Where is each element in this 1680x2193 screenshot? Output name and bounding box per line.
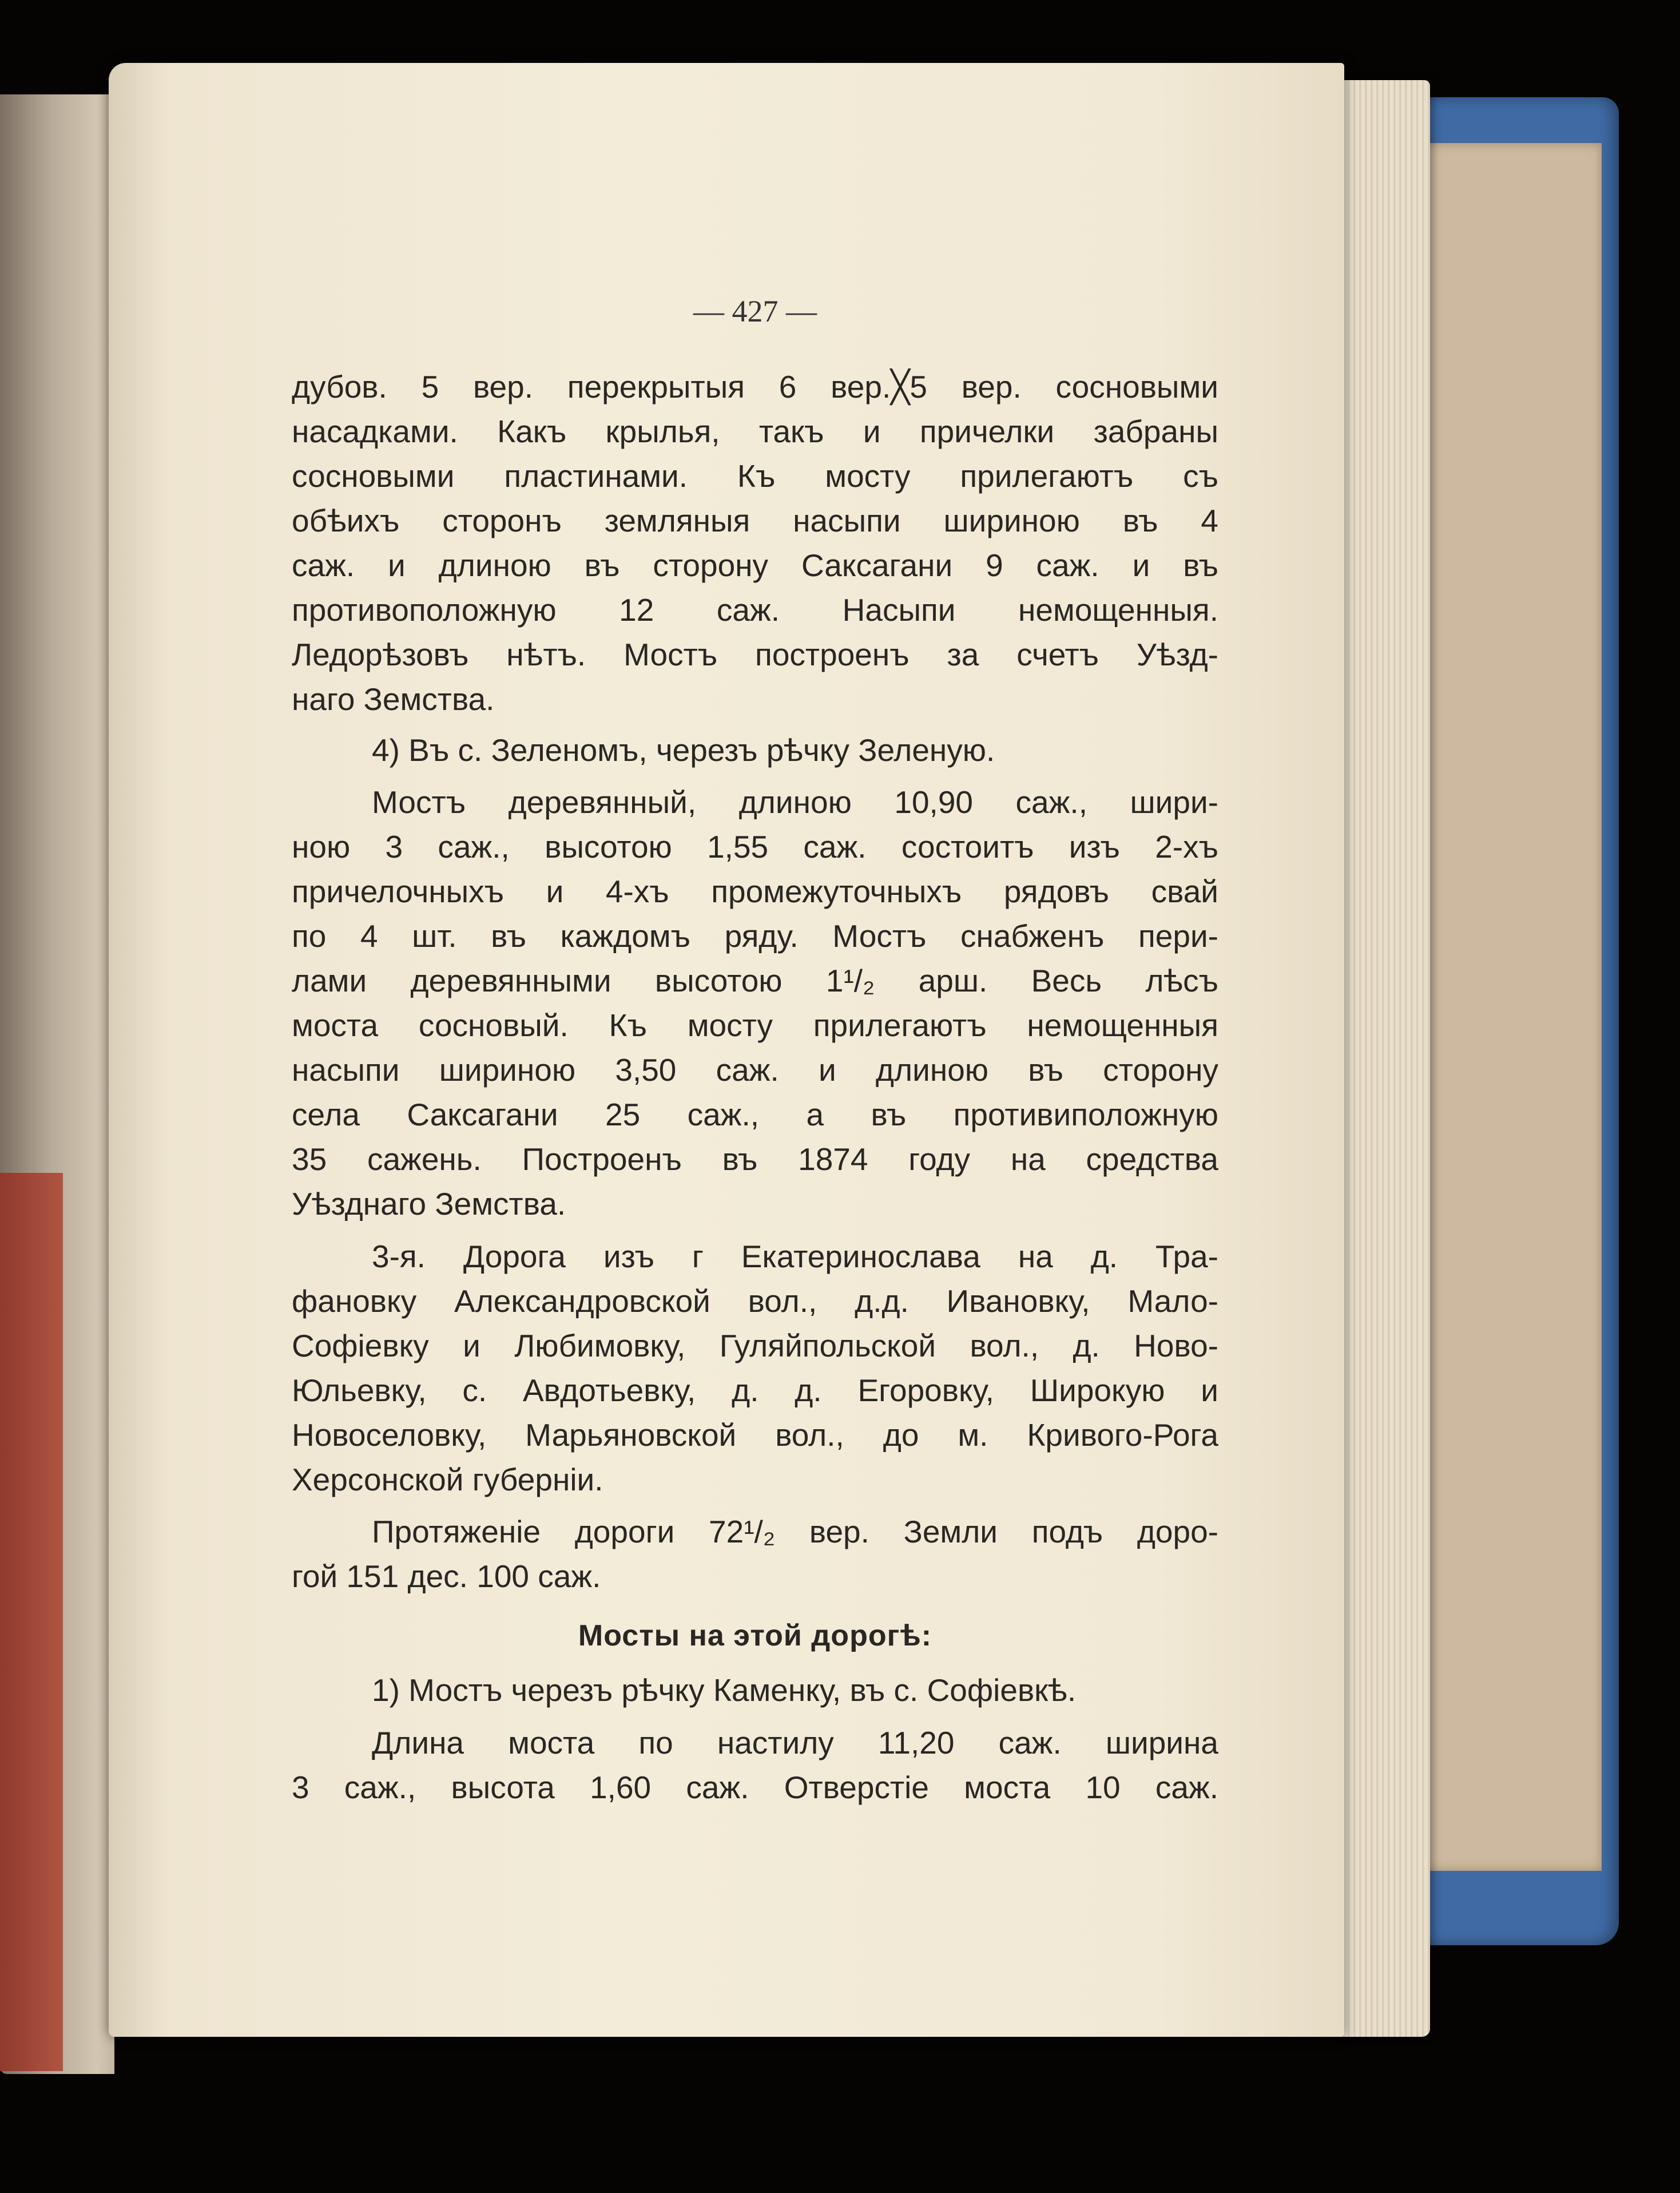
text-line: 3-я. Дорога изъ г Екатеринослава на д. Тра-	[372, 1239, 1218, 1274]
left-cover-edge	[0, 1173, 63, 2071]
text-line: гой 151 дес. 100 саж.	[292, 1559, 601, 1594]
text-line: Протяженіе дороги 72¹/₂ вер. Земли подъ доро-	[372, 1514, 1218, 1549]
text-line: Софіевку и Любимовку, Гуляйпольской вол., д. Ново-	[292, 1328, 1218, 1363]
text-line: 35 сажень. Построенъ въ 1874 году на средства	[292, 1141, 1218, 1177]
text-line: по 4 шт. въ каждомъ ряду. Мостъ снабженъ пери-	[292, 918, 1218, 954]
text-line: Ледорѣзовъ нѣтъ. Мостъ построенъ за счетъ Уѣзд-	[292, 637, 1218, 672]
text-line: Мостъ деревянный, длиною 10,90 саж., шири-	[372, 784, 1218, 820]
text-line: обѣихъ сторонъ земляныя насыпи шириною въ 4	[292, 503, 1218, 538]
text-line: противоположную 12 саж. Насыпи немощенныя.	[292, 592, 1218, 628]
text-line: сосновыми пластинами. Къ мосту прилегаютъ съ	[292, 458, 1218, 494]
page-number: — 427 —	[693, 294, 817, 328]
text-line: насадками. Какъ крылья, такъ и причелки забраны	[292, 414, 1218, 449]
text-line: села Саксагани 25 саж., а въ противиположную	[292, 1097, 1218, 1132]
section-heading: Мосты на этой дорогѣ:	[578, 1619, 932, 1652]
text-line: саж. и длиною въ сторону Саксагани 9 саж. и въ	[292, 548, 1218, 583]
text-line: дубов. 5 вер. перекрытыя 6 вер.╳5 вер. сосновыми	[292, 369, 1218, 405]
text-line: моста сосновый. Къ мосту прилегаютъ немощенныя	[292, 1008, 1218, 1043]
text-line: 1) Мостъ черезъ рѣчку Каменку, въ с. Софіевкѣ.	[372, 1672, 1077, 1708]
text-line: Юльевку, с. Авдотьевку, д. д. Егоровку, Широкую и	[292, 1373, 1218, 1408]
text-line: Длина моста по настилу 11,20 саж. ширина	[372, 1725, 1218, 1760]
section-heading-line: 4) Въ с. Зеленомъ, черезъ рѣчку Зеленую.	[372, 732, 995, 768]
page-stack-edge	[1333, 80, 1430, 2037]
text-line: лами деревянными высотою 1¹/₂ арш. Весь лѣсъ	[292, 963, 1218, 998]
book-page	[109, 63, 1344, 2037]
text-line: ною 3 саж., высотою 1,55 саж. состоитъ изъ 2-хъ	[292, 829, 1218, 864]
text-line: Новоселовку, Марьяновской вол., до м. Кривого-Рога	[292, 1417, 1218, 1453]
text-line: фановку Александровской вол., д.д. Ивановку, Мало-	[292, 1283, 1218, 1319]
text-line: Херсонской губерніи.	[292, 1462, 603, 1497]
text-line: Уѣзднаго Земства.	[292, 1186, 566, 1222]
text-line: причелочныхъ и 4-хъ промежуточныхъ рядовъ свай	[292, 874, 1218, 909]
text-line: 3 саж., высота 1,60 саж. Отверстіе моста 10 саж.	[292, 1770, 1218, 1805]
text-line: насыпи шириною 3,50 саж. и длиною въ сторону	[292, 1052, 1218, 1088]
text-line: наго Земства.	[292, 681, 495, 717]
